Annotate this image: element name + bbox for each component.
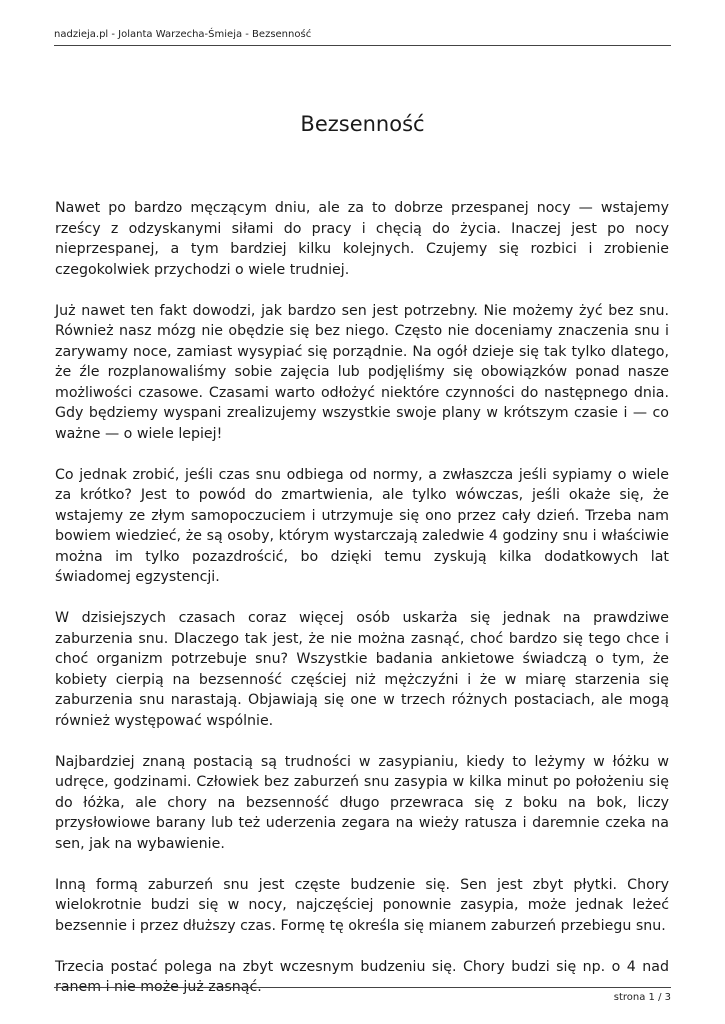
article-paragraph: Nawet po bardzo męczącym dniu, ale za to dobrze przespanej nocy — wstajemy rześcy z odzyskanymi siłami do pracy i chęcią do życia. Inaczej jest po nocy nieprzespanej, a tym bardziej kilku kolejnych. Czujemy się rozbici i zrobienie czegokolwiek przychodzi o wiele trudniej. [55, 200, 669, 278]
article-paragraph: Już nawet ten fakt dowodzi, jak bardzo sen jest potrzebny. Nie możemy żyć bez snu. Również nasz mózg nie obędzie się bez niego. Często nie doceniamy znaczenia snu i zarywamy noce, zamiast wysypiać się porządnie. Na ogół dzieje się tak tylko dlatego, że źle rozplanowaliśmy sobie zajęcia lub podjęliśmy się obowiązków ponad nasze możliwości czasowe. Czasami warto odłożyć niektóre czynności do następnego dnia. Gdy będziemy wyspani zrealizujemy wszystkie swoje plany w krótszym czasie i — co ważne — o wiele lepiej! [55, 302, 669, 442]
page-title: Bezsenność [300, 112, 425, 136]
page-header: nadzieja.pl - Jolanta Warzecha-Śmieja - Bezsenność [54, 29, 312, 40]
article-paragraph: Co jednak zrobić, jeśli czas snu odbiega od normy, a zwłaszcza jeśli sypiamy o wiele za krótko? Jest to powód do zmartwienia, ale tylko wówczas, jeśli okaże się, że wstajemy ze złym samopoczuciem i utrzymuje się ono przez cały dzień. Trzeba nam bowiem wiedzieć, że są osoby, którym wystarczają zaledwie 4 godziny snu i właściwie można im tylko pozazdrościć, bo dzięki temu zyskują kilka dodatkowych lat świadomej egzystencji. [55, 466, 669, 585]
header-divider [54, 45, 671, 46]
article-paragraph: Trzecia postać polega na zbyt wczesnym budzeniu się. Chory budzi się np. o 4 nad ranem i nie może już zasnąć. [55, 958, 669, 995]
article-paragraph: W dzisiejszych czasach coraz więcej osób uskarża się jednak na prawdziwe zaburzenia snu. Dlaczego tak jest, że nie można zasnąć, choć bardzo się tego chce i choć organizm potrzebuje snu? Wszystkie badania ankietowe świadczą o tym, że kobiety cierpią na bezsenność częściej niż mężczyźni i że w miarę starzenia się zaburzenia snu narastają. Objawiają się one w trzech różnych postaciach, ale mogą również występować wspólnie. [55, 610, 669, 729]
article-paragraph: Najbardziej znaną postacią są trudności w zasypianiu, kiedy to leżymy w łóżku w udręce, godzinami. Człowiek bez zaburzeń snu zasypia w kilka minut po położeniu się do łóżka, ale chory na bezsenność długo przewraca się z boku na bok, liczy przysłowiowe barany lub też uderzenia zegara na wieży ratusza i daremnie czeka na sen, jak na wybawienie. [55, 753, 669, 852]
page-number: strona 1 / 3 [613, 992, 671, 1003]
article-paragraph: Inną formą zaburzeń snu jest częste budzenie się. Sen jest zbyt płytki. Chory wielokrotnie budzi się w nocy, najczęściej ponownie zasypia, może jednak leżeć bezsennie i przez dłuższy czas. Formę tę określa się mianem zaburzeń przebiegu snu. [55, 876, 669, 934]
footer-divider [54, 987, 671, 988]
article-body [55, 198, 669, 1018]
